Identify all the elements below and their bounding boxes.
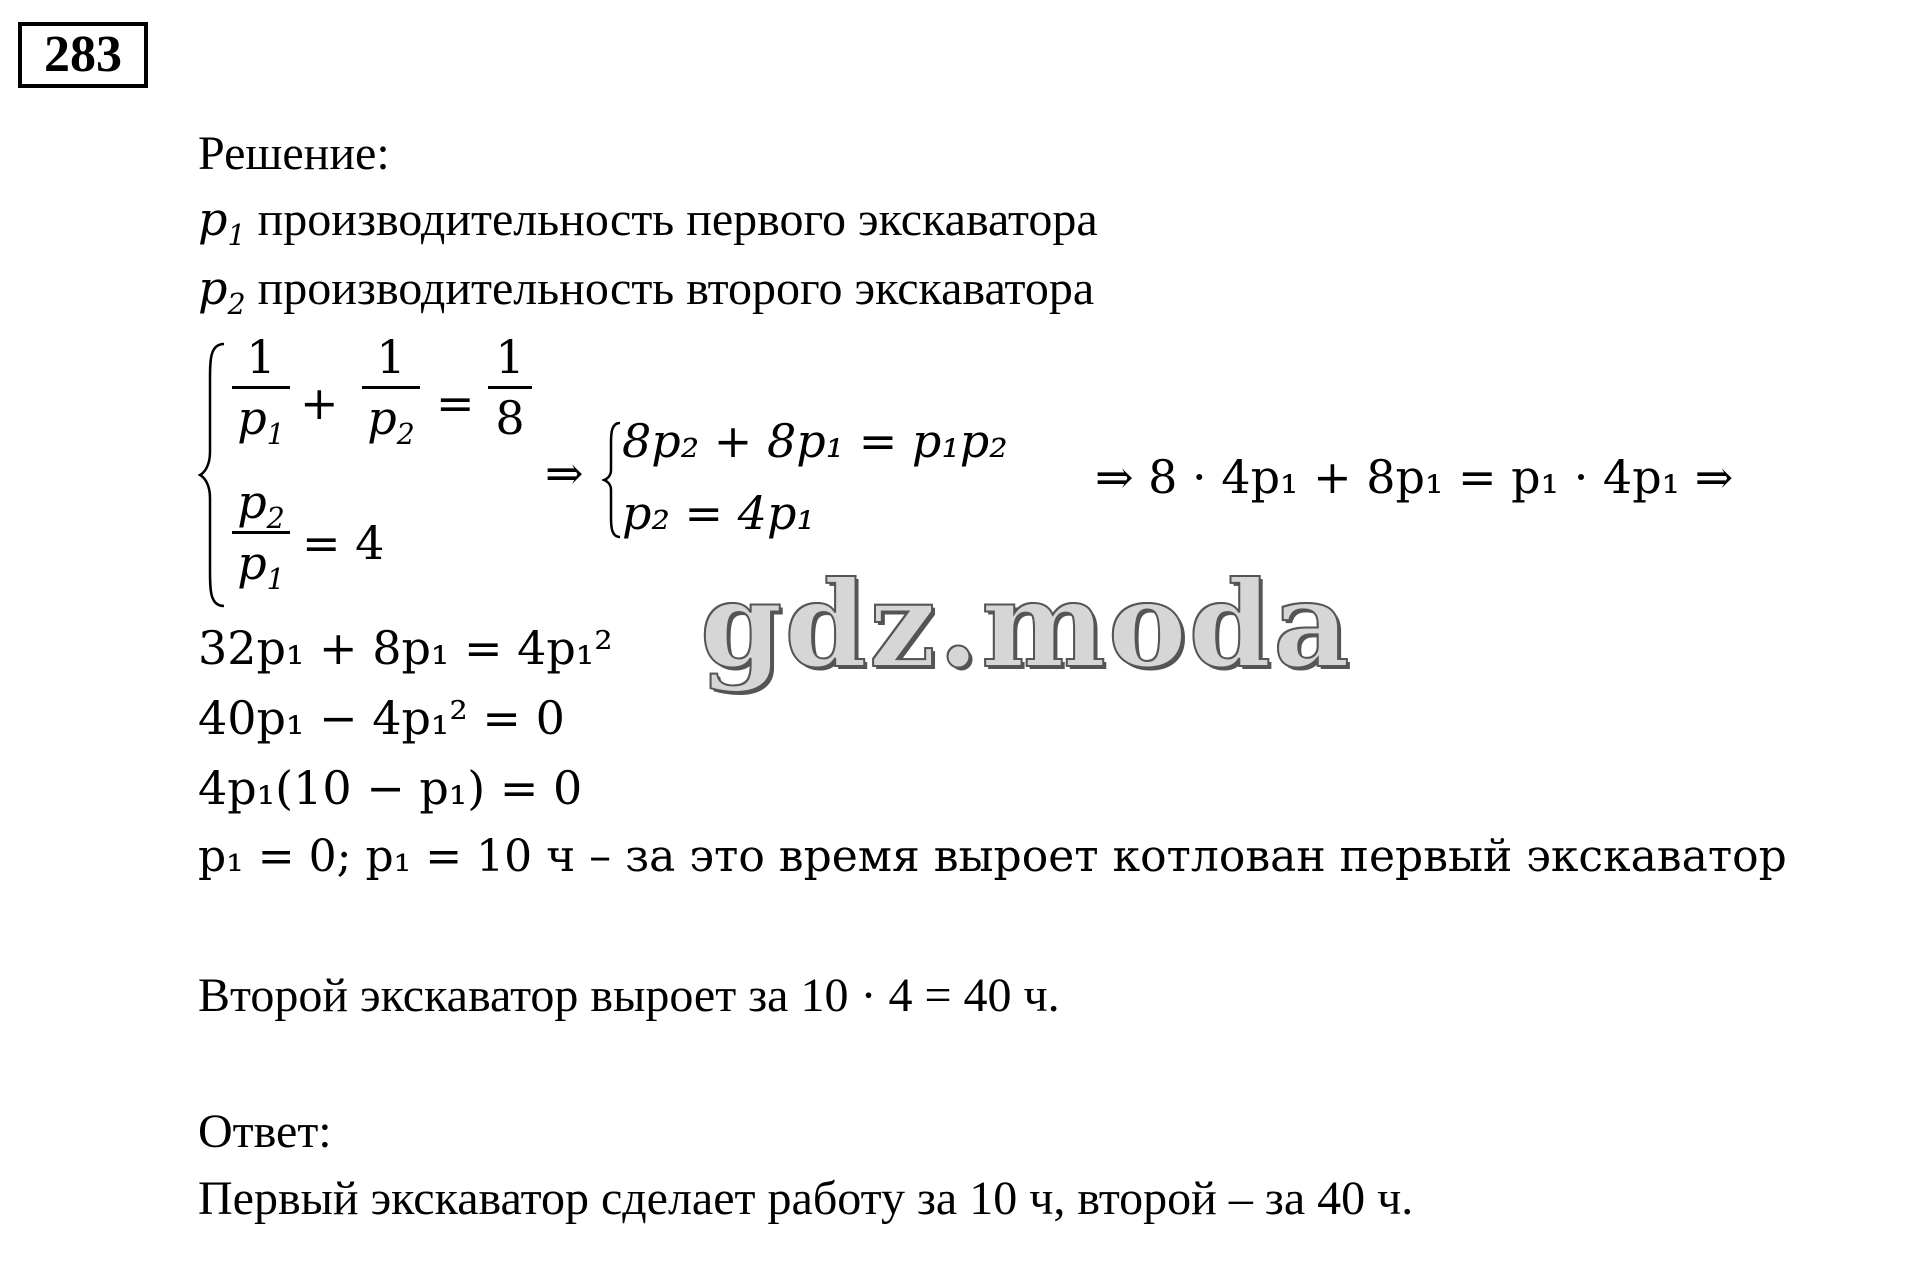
- equals-sign: =: [436, 376, 475, 430]
- step-1: 32p₁ + 8p₁ = 4p₁²: [198, 621, 613, 675]
- system2-line1: 8p₂ + 8p₁ = p₁p₂: [622, 414, 1008, 468]
- step-3: 4p₁(10 − p₁) = 0: [198, 761, 583, 815]
- fraction-1-over-p1: 1 $p_1$: [232, 330, 290, 445]
- definition-p1-text: производительность первого экскаватора: [245, 193, 1098, 246]
- fraction-1-over-8: 1 8: [488, 330, 532, 445]
- eq2-rhs: = 4: [302, 516, 385, 570]
- watermark-logo: gdz.moda: [700, 555, 1352, 694]
- left-brace: [198, 340, 228, 610]
- system-result: ⇒ 8 · 4p₁ + 8p₁ = p₁ · 4p₁ ⇒: [1095, 450, 1734, 504]
- plus-sign: +: [300, 376, 339, 430]
- fraction-p2-over-p1: $p_2$ $p_1$: [232, 475, 290, 590]
- definition-p2-text: производительность второго экскаватора: [245, 262, 1095, 315]
- step-2: 40p₁ − 4p₁² = 0: [198, 691, 565, 745]
- second-result: Второй экскаватор выроет за 10 · 4 = 40 ч.: [198, 969, 1060, 1022]
- step-4: p₁ = 0; p₁ = 10 ч – за это время выроет котлован первый экскаватор: [198, 831, 1787, 882]
- solution-label: Решение:: [198, 127, 390, 180]
- definition-p2: [198, 261, 1095, 321]
- problem-number: 283: [18, 22, 148, 88]
- variable-p1: $p_1$: [198, 192, 246, 252]
- definition-p1: [198, 192, 1098, 252]
- implies-arrow: ⇒: [545, 446, 584, 500]
- answer-label: Ответ:: [198, 1105, 332, 1158]
- answer-text: Первый экскаватор сделает работу за 10 ч, второй – за 40 ч.: [198, 1172, 1414, 1225]
- second-brace: [602, 420, 622, 540]
- variable-p2: $p_2$: [198, 261, 246, 321]
- fraction-1-over-p2: 1 $p_2$: [362, 330, 420, 445]
- system2-line2: p₂ = 4p₁: [622, 486, 815, 540]
